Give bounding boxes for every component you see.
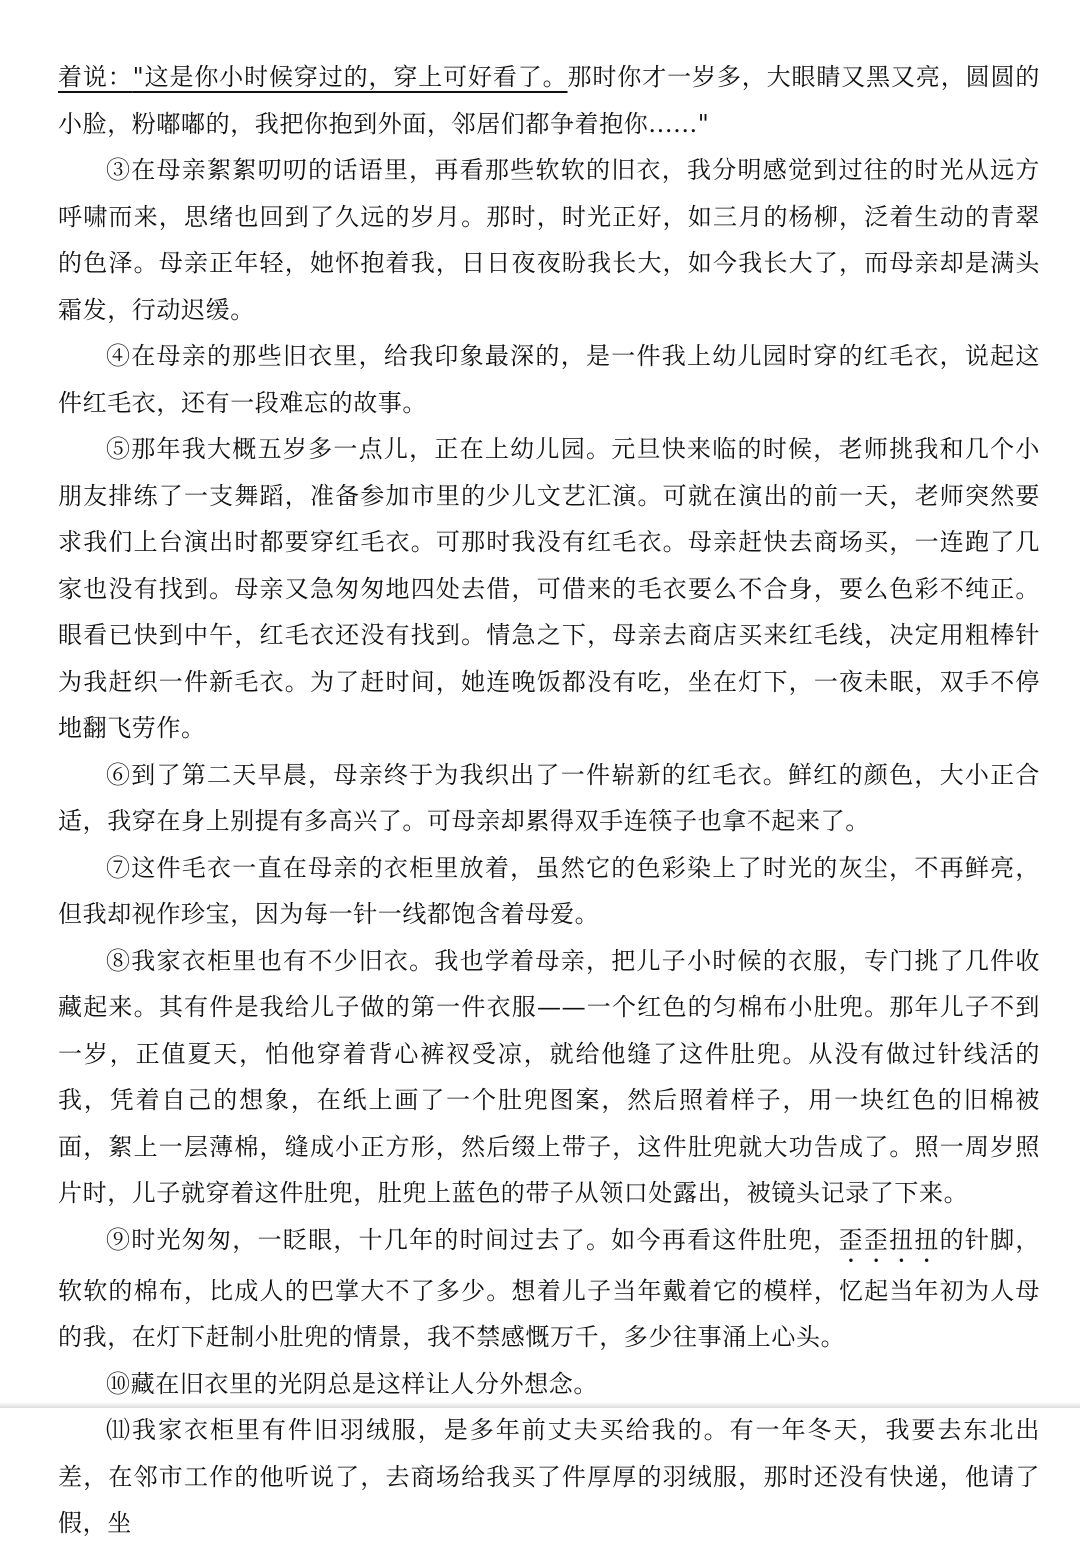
page-bottom-edge — [0, 1402, 1080, 1408]
text-segment: 着说： — [58, 63, 133, 91]
text-segment: 的针脚，软软的棉布，比成人的巴掌大不了多少。想着儿子当年戴着它的模样，忆起当年初为人母的我，在灯下赶制小肚兜的情景，我不禁感慨万千，多少往事涌上心头。 — [58, 1225, 1040, 1351]
paragraph-continuation — [58, 54, 1040, 147]
text-segment: ⑨时光匆匆，一眨眼，十几年的时间过去了。如今再看这件肚兜， — [106, 1225, 839, 1254]
paragraph-8: ⑧我家衣柜里也有不少旧衣。我也学着母亲，把儿子小时候的衣服，专门挑了几件收藏起来。其有件是我给儿子做的第一件衣服——一个红色的匀棉布小肚兜。那年儿子不到一岁，正值夏天，怕他穿着背心裤衩受凉，就给他缝了这件肚兜。从没有做过针线活的我，凭着自己的想象，在纸上画了一个肚兜图案，然后照着样子，用一块红色的旧棉被面，絮上一层薄棉，缝成小正方形，然后缀上带子，这件肚兜就大功告成了。照一周岁照片时，儿子就穿着这件肚兜，肚兜上蓝色的带子从领口处露出，被镜头记录了下来。 — [58, 946, 1040, 1207]
paragraph-5: ⑤那年我大概五岁多一点儿，正在上幼儿园。元旦快来临的时候，老师挑我和几个小朋友排练了一支舞蹈，准备参加市里的少儿文艺汇演。可就在演出的前一天，老师突然要求我们上台演出时都要穿红毛衣。可那时我没有红毛衣。母亲赶快去商场买，一连跑了几家也没有找到。母亲又急匆匆地四处去借，可借来的毛衣要么不合身，要么色彩不纯正。眼看已快到中午，红毛衣还没有找到。情急之下，母亲去商店买来红毛线，决定用粗棒针为我赶织一件新毛衣。为了赶时间，她连晚饭都没有吃，坐在灯下，一夜未眠，双手不停地翻飞劳作。 — [58, 435, 1040, 742]
paragraph-3: ③在母亲絮絮叨叨的话语里，再看那些软软的旧衣，我分明感觉到过往的时光从远方呼啸而来，思绪也回到了久远的岁月。那时，时光正好，如三月的杨柳，泛着生动的青翠的色泽。母亲正年轻，她怀抱着我，日日夜夜盼我长大，如今我长大了，而母亲却是满头霜发，行动迟缓。 — [58, 156, 1040, 324]
paragraph-4: ④在母亲的那些旧衣里，给我印象最深的，是一件我上幼儿园时穿的红毛衣，说起这件红毛衣，还有一段难忘的故事。 — [58, 342, 1040, 417]
paragraph-10: ⑩藏在旧衣里的光阴总是这样让人分外想念。 — [106, 1369, 598, 1398]
paragraph-11: ⑾我家衣柜里有件旧羽绒服，是多年前丈夫买给我的。有一年冬天，我要去东北出差，在邻市工作的他听说了，去商场给我买了件厚厚的羽绒服，那时还没有快递，他请了假，坐 — [58, 1416, 1040, 1537]
paragraph-7: ⑦这件毛衣一直在母亲的衣柜里放着，虽然它的色彩染上了时光的灰尘，不再鲜亮，但我却视作珍宝，因为每一针一线都饱含着母爱。 — [58, 853, 1040, 928]
text-segment: "这是你小时候穿过的，穿上可好看了。 — [132, 63, 568, 91]
text-segment: 那时你才一岁多，大眼睛又黑又亮，圆圆的小脸，粉嘟嘟的，我把你抱到外面，邻居们都争着抱你......" — [58, 63, 1040, 138]
paragraph-6: ⑥到了第二天早晨，母亲终于为我织出了一件崭新的红毛衣。鲜红的颜色，大小正合适，我穿在身上别提有多高兴了。可母亲却累得双手连筷子也拿不起来了。 — [58, 760, 1040, 835]
paragraph-9 — [58, 1217, 1040, 1361]
emphasized-phrase: 歪歪扭扭 — [838, 1225, 940, 1254]
underlined-phrase — [58, 63, 568, 91]
